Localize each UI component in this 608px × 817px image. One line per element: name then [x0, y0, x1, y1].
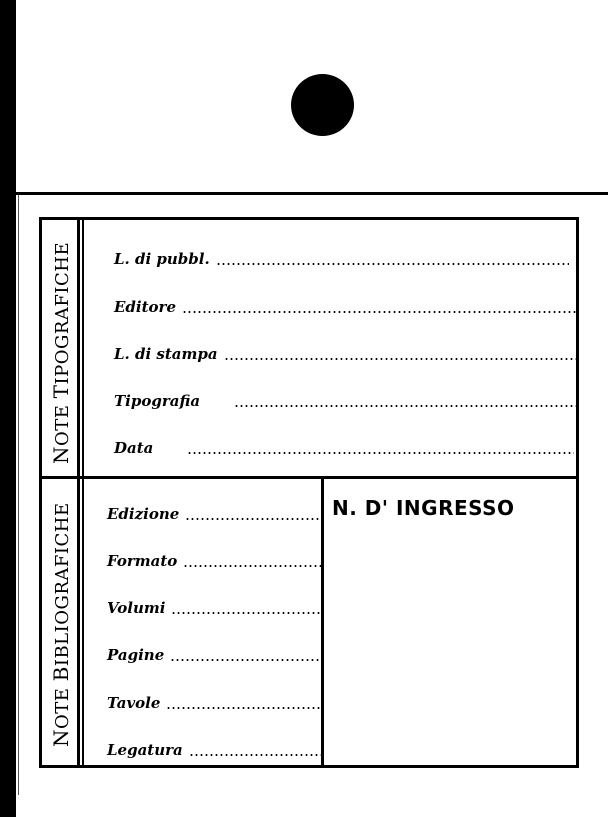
field-label: Data	[114, 439, 154, 457]
label-column-divider-inner	[82, 220, 84, 765]
form-frame	[39, 217, 579, 768]
field-label: Formato	[107, 552, 178, 570]
punch-hole	[291, 74, 354, 136]
field-tavole[interactable]	[107, 689, 322, 711]
field-line	[166, 707, 322, 709]
field-line	[182, 311, 579, 313]
field-label: L. di stampa	[114, 345, 218, 363]
field-data[interactable]	[114, 434, 574, 456]
field-label: Edizione	[107, 505, 180, 523]
field-line	[185, 518, 322, 520]
catalog-card	[16, 0, 608, 817]
field-line	[189, 754, 322, 756]
field-line	[171, 612, 322, 614]
field-label: Editore	[114, 298, 176, 316]
ingresso-number-title: N. D' INGRESSO	[332, 496, 515, 520]
section-label-note-tipografiche: NOTE TIPOGRAFICHE	[49, 241, 73, 464]
field-label: Tipografia	[114, 392, 201, 410]
field-tipografia[interactable]	[114, 387, 579, 409]
field-label: Legatura	[107, 741, 183, 759]
field-editore[interactable]	[114, 293, 579, 315]
field-label: Tavole	[107, 694, 161, 712]
field-legatura[interactable]	[107, 736, 322, 758]
field-label: Pagine	[107, 646, 165, 664]
section-divider	[42, 476, 576, 479]
field-volumi[interactable]	[107, 594, 322, 616]
field-line	[187, 452, 574, 454]
section-label-note-bibliografiche: NOTE BIBLIOGRAFICHE	[49, 502, 73, 747]
card-edge	[18, 195, 19, 795]
field-line	[216, 263, 569, 265]
field-line	[183, 565, 322, 567]
fold-line	[16, 192, 608, 195]
field-edizione[interactable]	[107, 500, 322, 522]
field-line	[170, 659, 322, 661]
field-pagine[interactable]	[107, 641, 322, 663]
field-label: L. di pubbl.	[114, 250, 210, 268]
label-column-divider	[77, 220, 80, 765]
field-luogo-stampa[interactable]	[114, 340, 579, 362]
field-line	[234, 405, 579, 407]
field-luogo-pubblicazione[interactable]	[114, 245, 569, 267]
field-label: Volumi	[107, 599, 166, 617]
field-formato[interactable]	[107, 547, 322, 569]
field-line	[224, 358, 579, 360]
